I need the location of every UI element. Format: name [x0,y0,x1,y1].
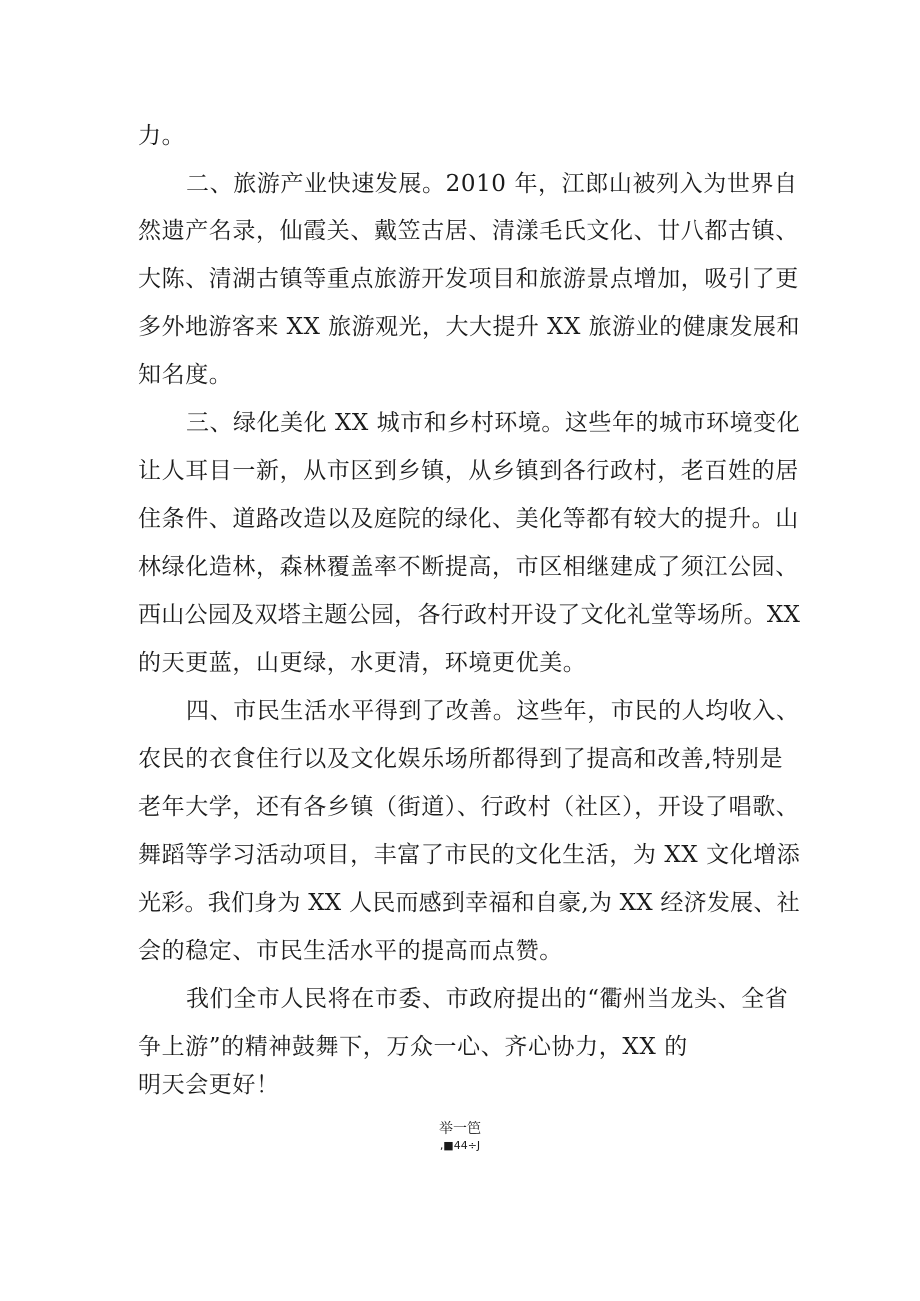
page-footer: 举一笆 [439,1121,481,1137]
text-line-10: 林绿化造林，森林覆盖率不断提高，市区相继建成了须江公园、 [138,554,799,580]
text-line-13: 四、市民生活水平得到了改善。这些年，市民的人均收入、 [186,698,800,724]
text-line-17: 光彩。我们身为 XX 人民而感到幸福和自豪,为 XX 经济发展、社 [138,890,800,916]
text-line-8: 让人耳目一新，从市区到乡镇，从乡镇到各行政村，老百姓的居 [138,458,799,484]
text-line-2: 二、旅游产业快速发展。2010 年，江郎山被列入为世界自 [186,171,798,197]
text-line-18: 会的稳定、市民生活水平的提高而点赞。 [138,938,563,964]
text-line-11: 西山公园及双塔主题公园，各行政村开设了文化礼堂等场所。XX [138,602,801,628]
text-line-6: 知名度。 [138,362,233,388]
text-line-19: 我们全市人民将在市委、市政府提出的“衢州当龙头、全省 [186,986,789,1012]
text-line-14: 农民的衣食住行以及文化娱乐场所都得到了提高和改善,特别是 [138,746,784,772]
text-line-20: 争上游”的精神鼓舞下，万众一心、齐心协力，XX 的 [138,1034,688,1060]
text-line-4: 大陈、清湖古镇等重点旅游开发项目和旅游景点增加，吸引了更 [138,266,799,292]
text-line-16: 舞蹈等学习活动项目，丰富了市民的文化生活，为 XX 文化增添 [138,842,801,868]
text-line-9: 住条件、道路改造以及庭院的绿化、美化等都有较大的提升。山 [138,506,799,532]
text-line-15: 老年大学，还有各乡镇（街道）、行政村（社区），开设了唱歌、 [138,794,800,820]
text-line-21: 明天会更好！ [138,1072,280,1098]
page-number: ,■44÷J [439,1139,481,1152]
text-line-5: 多外地游客来 XX 旅游观光，大大提升 XX 旅游业的健康发展和 [138,314,800,340]
text-line-7: 三、绿化美化 XX 城市和乡村环境。这些年的城市环境变化 [186,410,801,436]
text-line-12: 的天更蓝，山更绿，水更清，环境更优美。 [138,650,587,676]
text-line-1: 力。 [138,123,186,149]
text-line-3: 然遗产名录，仙霞关、戴笠古居、清漾毛氏文化、廿八都古镇、 [138,218,799,244]
